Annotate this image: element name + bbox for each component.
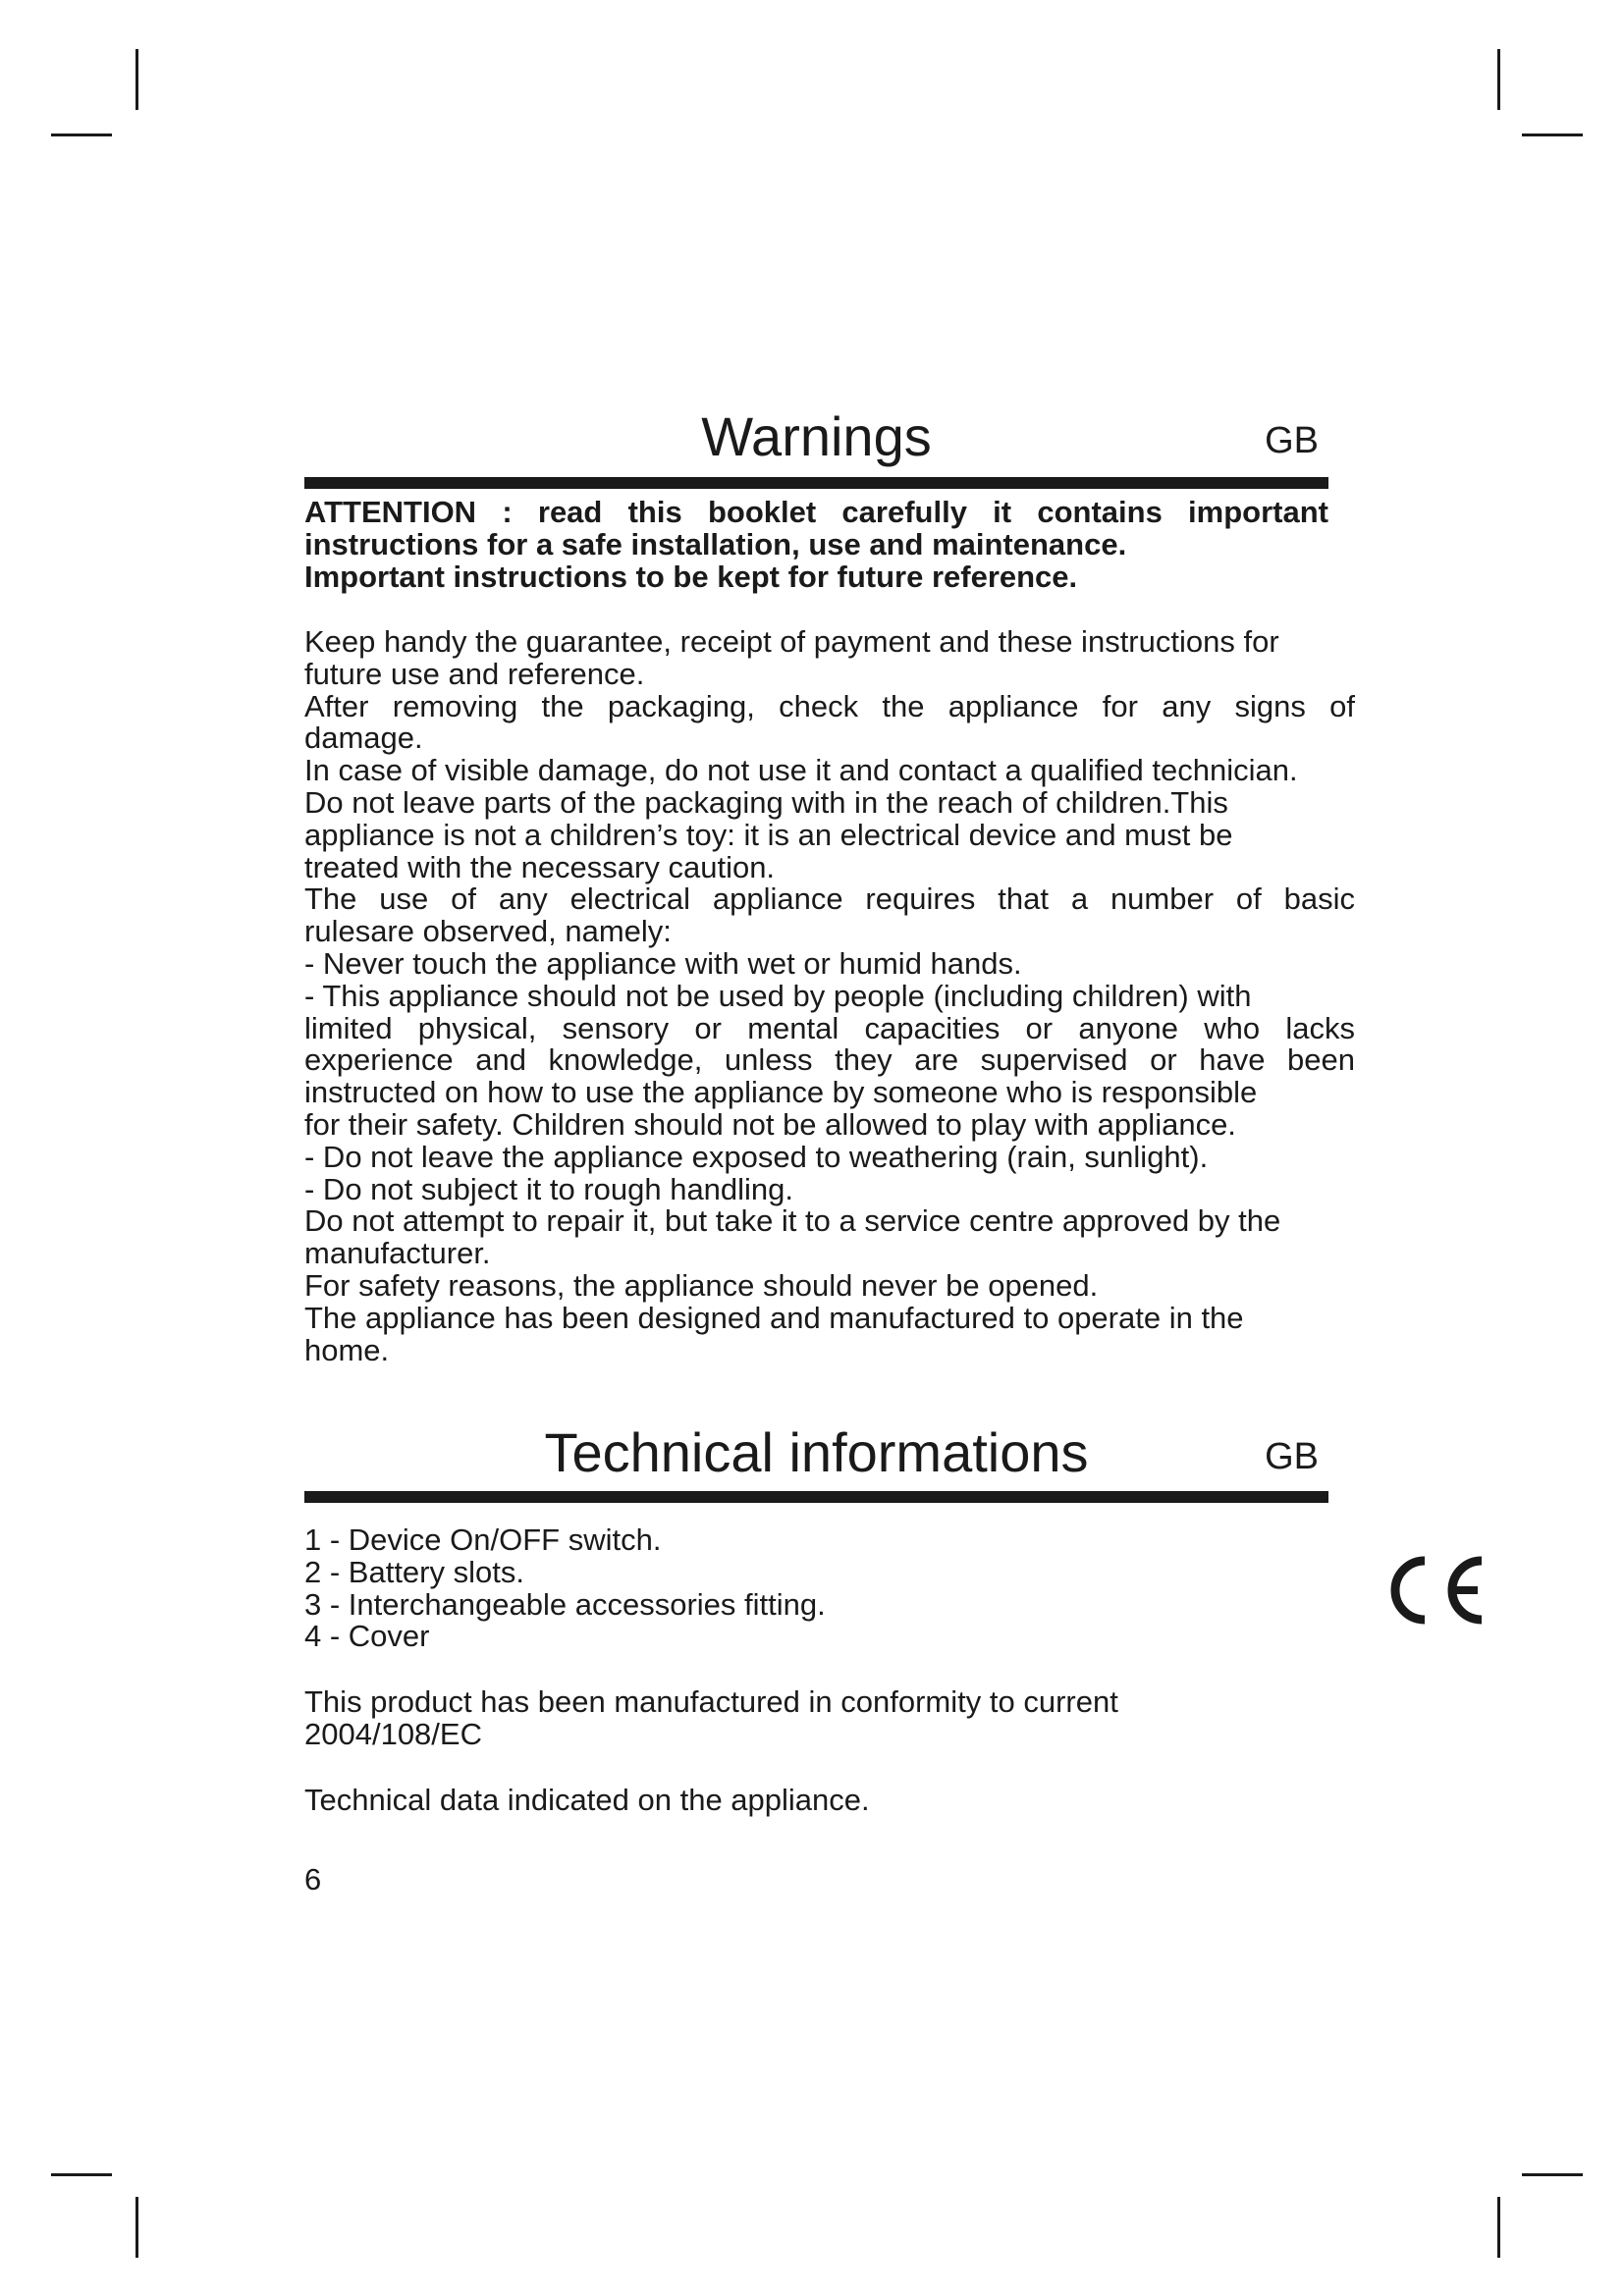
warnings-line: - Do not leave the appliance exposed to weathering (rain, sunlight). [304,1139,1209,1174]
warnings-line: home. [304,1332,390,1367]
technical-header [304,1423,1328,1482]
warnings-line: For safety reasons, the appliance should never be opened. [304,1267,1099,1303]
technical-data-note: Technical data indicated on the appliance. [304,1783,870,1817]
attention-line: instructions for a safe installation, use and maintenance. [304,527,1127,561]
warnings-line: rulesare observed, namely: [304,914,672,949]
warnings-line: Do not attempt to repair it, but take it to a service centre approved by the [304,1203,1281,1239]
warnings-line: Keep handy the guarantee, receipt of payment and these instructions for [304,624,1279,659]
conformity-line: This product has been manufactured in conformity to current [304,1684,1118,1719]
conformity-line: 2004/108/EC [304,1716,482,1751]
warnings-header [304,407,1328,466]
warnings-line: appliance is not a children’s toy: it is an electrical device and must be [304,817,1233,852]
warnings-line: limited physical, sensory or mental capacities or anyone who lacks [304,1010,1355,1045]
warnings-body [304,626,1355,1366]
crop-mark-bottom-left-vertical [135,2197,138,2258]
list-item: 2 - Battery slots. [304,1554,524,1589]
warnings-line: manufacturer. [304,1236,491,1271]
warnings-lang-code: GB [1265,420,1319,461]
warnings-line: After removing the packaging, check the appliance for any signs of [304,688,1355,723]
page-number: 6 [304,1862,322,1896]
warnings-line: future use and reference. [304,656,645,691]
warnings-line: damage. [304,721,423,756]
attention-line: ATTENTION : read this booklet carefully it contains important [304,495,1328,529]
technical-rule [304,1491,1328,1503]
warnings-line: treated with the necessary caution. [304,849,776,884]
warnings-line: - Do not subject it to rough handling. [304,1171,794,1206]
list-item: 4 - Cover [304,1619,430,1654]
list-item: 1 - Device On/OFF switch. [304,1522,662,1557]
warnings-line: experience and knowledge, unless they are supervised or have been [304,1042,1355,1078]
attention-line: Important instructions to be kept for future reference. [304,560,1078,594]
ce-mark-icon [1380,1551,1489,1629]
crop-mark-top-left-vertical [135,49,138,110]
crop-mark-bottom-right-vertical [1497,2197,1500,2258]
conformity-statement [304,1686,1118,1751]
warnings-line: instructed on how to use the appliance by someone who is responsible [304,1075,1258,1110]
warnings-line: - Never touch the appliance with wet or humid hands. [304,945,1022,981]
warnings-title: Warnings [701,405,932,467]
crop-mark-bottom-right-horizontal [1522,2173,1583,2176]
crop-mark-bottom-left-horizontal [51,2173,112,2176]
warnings-line: The use of any electrical appliance requires that a number of basic [304,881,1355,917]
crop-mark-top-left-horizontal [51,133,112,136]
warnings-line: for their safety. Children should not be allowed to play with appliance. [304,1106,1236,1142]
crop-mark-top-right-horizontal [1522,133,1583,136]
technical-title: Technical informations [544,1421,1089,1483]
attention-notice [304,496,1328,593]
warnings-rule [304,477,1328,489]
list-item: 3 - Interchangeable accessories fitting. [304,1586,826,1622]
crop-mark-top-right-vertical [1497,49,1500,110]
warnings-line: In case of visible damage, do not use it and contact a qualified technician. [304,753,1298,788]
technical-parts-list [304,1524,826,1653]
warnings-line: - This appliance should not be used by people (including children) with [304,978,1252,1013]
technical-lang-code: GB [1265,1436,1319,1477]
warnings-line: The appliance has been designed and manufactured to operate in the [304,1300,1244,1335]
warnings-line: Do not leave parts of the packaging with in the reach of children.This [304,784,1228,820]
